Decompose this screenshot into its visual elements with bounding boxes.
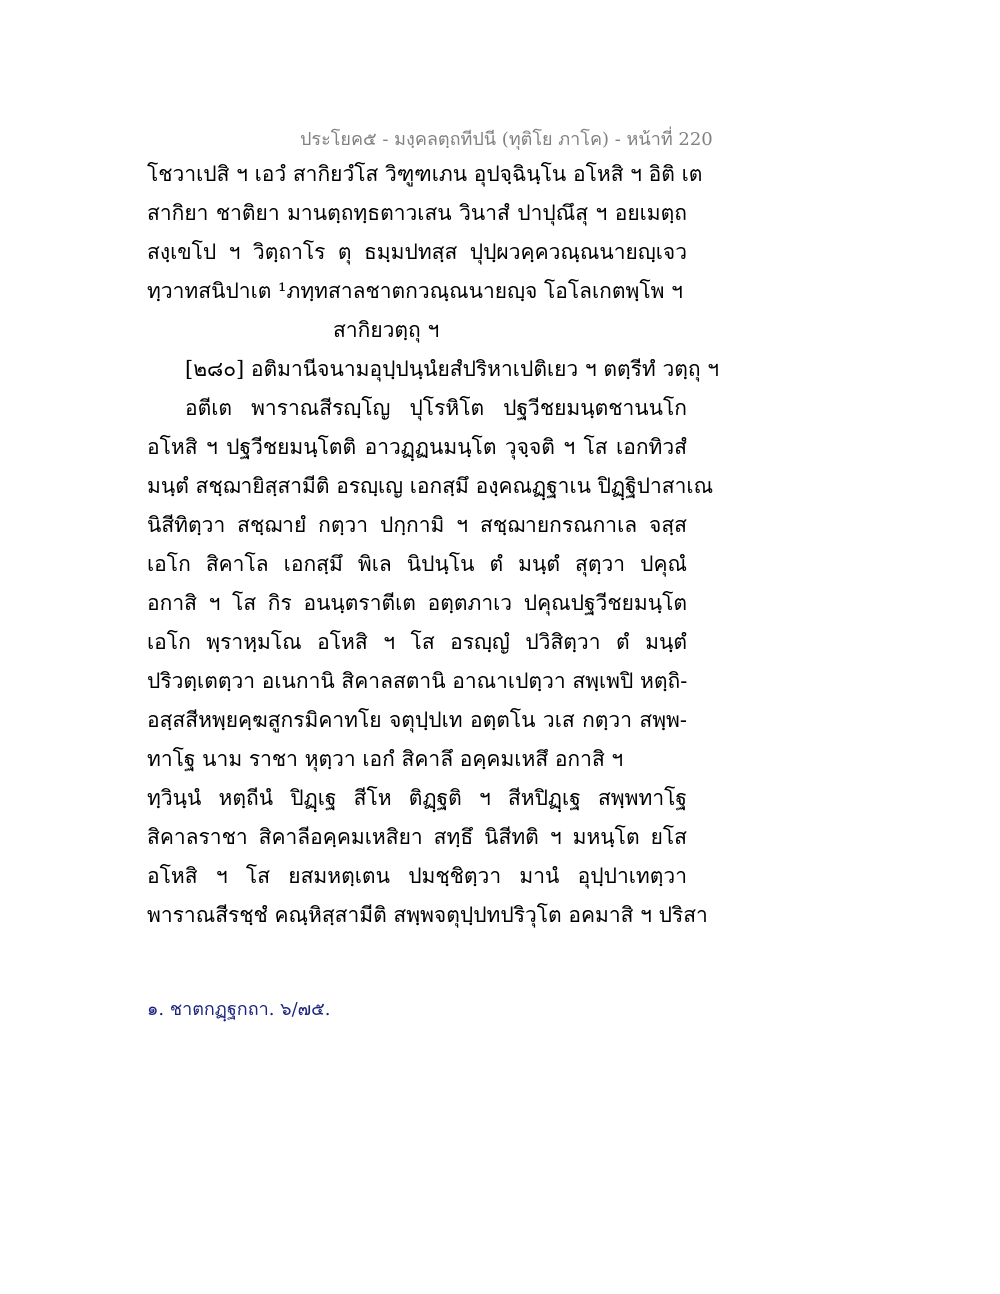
body-line: เอโก สิคาโล เอกสฺมึ พิเล นิปนฺโน ตํ มนฺตํ สุตฺวา ปคุณํ	[147, 552, 687, 576]
body-line: ทฺวินฺนํ หตฺถีนํ ปิฏฺเฐ สีโห ติฏฺฐติ ฯ สีหปิฏฺเฐ สพฺพทาโฐ	[147, 786, 687, 810]
section-title: สากิยวตฺถุ ฯ	[333, 318, 440, 342]
body-line: พาราณสีรชฺชํ คณฺหิสฺสามีติ สพฺพจตุปฺปทปริวุโต อคมาสิ ฯ ปริสา	[147, 903, 708, 927]
body-line: สงฺเขโป ฯ วิตฺถาโร ตุ ธมฺมปทสฺส ปุปฺผวคฺควณฺณนายญฺเจว	[147, 240, 687, 264]
body-line: ทาโฐ นาม ราชา หุตฺวา เอกํ สิคาลึ อคฺคมเหสึ อกาสิ ฯ	[147, 747, 624, 771]
body-line: สากิยา ชาติยา มานตฺถทฺธตาวเสน วินาสํ ปาปุณึสุ ฯ อยเมตฺถ	[147, 201, 687, 225]
body-line: อสฺสสีหพฺยคฺฆสูกรมิคาทโย จตุปฺปเท อตฺตโน วเส กตฺวา สพฺพ-	[147, 708, 687, 732]
body-line: เอโก พฺราหฺมโณ อโหสิ ฯ โส อรญฺญํ ปวิสิตฺวา ตํ มนฺตํ	[147, 630, 687, 654]
body-line: ปริวตฺเตตฺวา อเนกานิ สิคาลสตานิ อาณาเปตฺวา สพฺเพปิ หตฺถิ-	[147, 669, 688, 693]
body-line: นิสีทิตฺวา สชฺฌายํ กตฺวา ปกฺกามิ ฯ สชฺฌายกรณกาเล จสฺส	[147, 513, 687, 537]
body-line: อกาสิ ฯ โส กิร อนนฺตราตีเต อตฺตภาเว ปคุณปฐวีชยมนฺโต	[147, 591, 687, 615]
paragraph-heading: [๒๘๐] อติมานีจนามอุปฺปนฺนํยสํปริหาเปติเยว ฯ ตตฺรีทํ วตฺถุ ฯ	[185, 357, 720, 381]
body-line: อโหสิ ฯ ปฐวีชยมนฺโตติ อาวฏฺฏนมนฺโต วุจฺจติ ฯ โส เอกทิวสํ	[147, 435, 687, 459]
body-line: สิคาลราชา สิคาลีอคฺคมเหสิยา สทฺธึ นิสีทติ ฯ มหนฺโต ยโส	[147, 825, 687, 849]
body-line: อตีเต พาราณสีรญฺโญ ปุโรหิโต ปฐวีชยมนฺตชานนโก	[185, 396, 687, 420]
footnote: ๑. ชาตกฏฺฐกถา. ๖/๗๕.	[147, 999, 331, 1020]
body-line: มนฺตํ สชฺฌายิสฺสามีติ อรญฺเญ เอกสฺมึ องฺคณฏฺฐาเน ปิฏฺฐิปาสาเณ	[147, 474, 714, 498]
body-line: ทฺวาทสนิปาเต ¹ภทฺทสาลชาตกวณฺณนายญฺจ โอโลเกตพฺโพ ฯ	[147, 279, 683, 303]
body-line: อโหสิ ฯ โส ยสมหตฺเตน ปมชฺชิตฺวา มานํ อุปฺปาเทตฺวา	[147, 864, 687, 888]
page-header: ประโยค๕ - มงฺคลตฺถทีปนี (ทุติโย ภาโค) - หน้าที่ 220	[300, 129, 713, 150]
body-line: โชวาเปสิ ฯ เอวํ สากิยวํโส วิฑูฑเภน อุปจฺฉินฺโน อโหสิ ฯ อิติ เต	[147, 162, 703, 186]
